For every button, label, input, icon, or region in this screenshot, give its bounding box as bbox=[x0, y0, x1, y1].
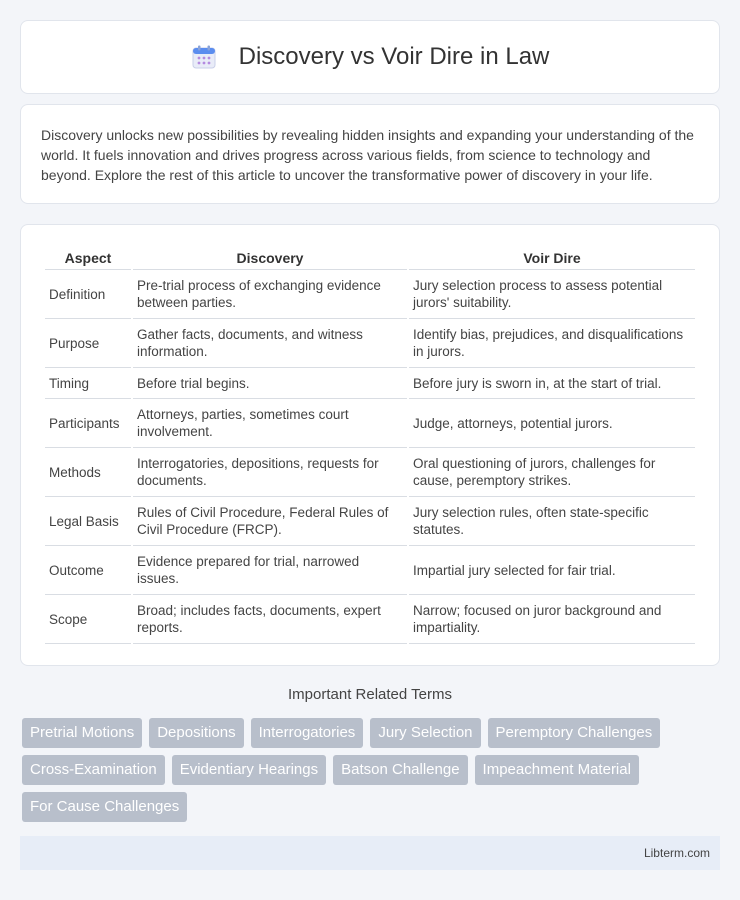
page-title: Discovery vs Voir Dire in Law bbox=[238, 43, 550, 70]
cell-voir-dire: Impartial jury selected for fair trial. bbox=[409, 546, 695, 595]
cell-discovery: Interrogatories, depositions, requests for documents. bbox=[133, 448, 407, 497]
table-row bbox=[45, 546, 695, 595]
related-terms-list bbox=[22, 718, 712, 822]
tag-batson-challenge[interactable]: Batson Challenge bbox=[333, 755, 467, 785]
cell-voir-dire: Jury selection rules, often state-specific statutes. bbox=[409, 497, 695, 546]
cell-discovery: Attorneys, parties, sometimes court involvement. bbox=[133, 399, 407, 448]
cell-discovery: Broad; includes facts, documents, expert reports. bbox=[133, 595, 407, 644]
cell-aspect: Definition bbox=[45, 270, 131, 319]
cell-aspect: Outcome bbox=[45, 546, 131, 595]
cell-aspect: Timing bbox=[45, 368, 131, 399]
header-aspect: Aspect bbox=[45, 245, 131, 270]
tag-peremptory-challenges[interactable]: Peremptory Challenges bbox=[488, 718, 661, 748]
header-discovery: Discovery bbox=[133, 245, 407, 270]
tag-cross-examination[interactable]: Cross-Examination bbox=[22, 755, 165, 785]
cell-discovery: Evidence prepared for trial, narrowed issues. bbox=[133, 546, 407, 595]
intro-paragraph: Discovery unlocks new possibilities by revealing hidden insights and expanding your understanding of the world. It fuels innovation and drives progress across various fields, from science to technology and beyond. Explore the rest of this article to uncover the transformative power of discovery in your life. bbox=[41, 127, 694, 183]
cell-voir-dire: Jury selection process to assess potential jurors' suitability. bbox=[409, 270, 695, 319]
comparison-table-card bbox=[20, 224, 720, 666]
calendar-icon bbox=[191, 44, 217, 70]
cell-aspect: Purpose bbox=[45, 319, 131, 368]
table-row bbox=[45, 319, 695, 368]
tag-pretrial-motions[interactable]: Pretrial Motions bbox=[22, 718, 142, 748]
footer bbox=[20, 836, 720, 870]
table-row bbox=[45, 448, 695, 497]
cell-aspect: Scope bbox=[45, 595, 131, 644]
tag-interrogatories[interactable]: Interrogatories bbox=[251, 718, 364, 748]
cell-discovery: Pre-trial process of exchanging evidence between parties. bbox=[133, 270, 407, 319]
footer-brand-link[interactable]: Libterm.com bbox=[643, 846, 710, 860]
tag-evidentiary-hearings[interactable]: Evidentiary Hearings bbox=[172, 755, 326, 785]
cell-voir-dire: Identify bias, prejudices, and disqualifications in jurors. bbox=[409, 319, 695, 368]
comparison-table bbox=[43, 245, 697, 644]
table-row bbox=[45, 595, 695, 644]
table-row bbox=[45, 497, 695, 546]
cell-voir-dire: Oral questioning of jurors, challenges for cause, peremptory strikes. bbox=[409, 448, 695, 497]
tag-for-cause-challenges[interactable]: For Cause Challenges bbox=[22, 792, 187, 822]
header-voir-dire: Voir Dire bbox=[409, 245, 695, 270]
related-terms-title: Important Related Terms bbox=[288, 686, 452, 703]
cell-voir-dire: Before jury is sworn in, at the start of trial. bbox=[409, 368, 695, 399]
cell-discovery: Rules of Civil Procedure, Federal Rules of Civil Procedure (FRCP). bbox=[133, 497, 407, 546]
cell-voir-dire: Judge, attorneys, potential jurors. bbox=[409, 399, 695, 448]
cell-aspect: Methods bbox=[45, 448, 131, 497]
cell-discovery: Before trial begins. bbox=[133, 368, 407, 399]
intro-card bbox=[20, 104, 720, 204]
table-row bbox=[45, 270, 695, 319]
cell-aspect: Participants bbox=[45, 399, 131, 448]
table-row bbox=[45, 368, 695, 399]
tag-depositions[interactable]: Depositions bbox=[149, 718, 243, 748]
cell-voir-dire: Narrow; focused on juror background and impartiality. bbox=[409, 595, 695, 644]
tag-impeachment-material[interactable]: Impeachment Material bbox=[475, 755, 639, 785]
cell-aspect: Legal Basis bbox=[45, 497, 131, 546]
header-card bbox=[20, 20, 720, 94]
tag-jury-selection[interactable]: Jury Selection bbox=[370, 718, 480, 748]
table-header-row bbox=[45, 245, 695, 270]
cell-discovery: Gather facts, documents, and witness information. bbox=[133, 319, 407, 368]
table-row bbox=[45, 399, 695, 448]
